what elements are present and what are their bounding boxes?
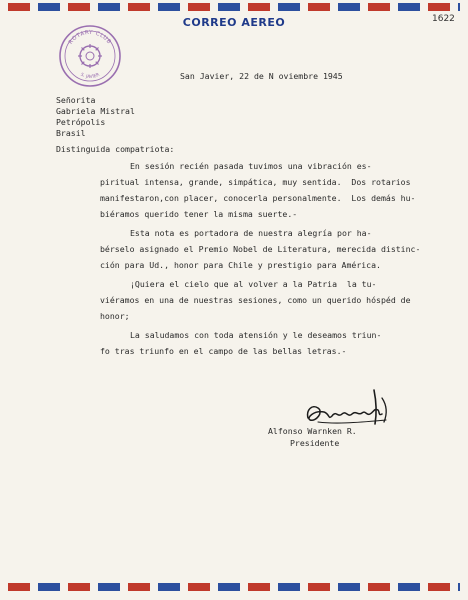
rotary-seal-stamp — [58, 24, 122, 88]
recipient-line: Gabriela Mistral — [56, 106, 135, 116]
seal-bottom-text: S. JAVIER — [79, 72, 101, 81]
archive-number: 1622 — [432, 14, 455, 24]
letterhead-title: CORREO AEREO — [182, 16, 286, 29]
signer-name: Alfonso Warnken R. — [268, 426, 357, 436]
body-line: ción para Ud., honor para Chile y prestigio para América. — [100, 260, 381, 270]
body-line: piritual intensa, grande, simpática, muy sentida. Dos rotarios — [100, 177, 411, 187]
body-line: ¡Quiera el cielo que al volver a la Patria la tu- — [130, 279, 377, 289]
body-line: fo tras triunfo en el campo de las bellas letras.- — [100, 346, 347, 356]
svg-text:ROTARY CLUB — [68, 30, 112, 46]
body-line: Esta nota es portadora de nuestra alegría por ha- — [130, 228, 372, 238]
handwritten-signature — [304, 380, 394, 428]
airmail-border-bottom — [8, 583, 460, 591]
letter-date: San Javier, 22 de N oviembre 1945 — [180, 71, 343, 81]
body-line: bérselo asignado el Premio Nobel de Literatura, merecida distinc- — [100, 244, 421, 254]
body-line: La saludamos con toda atensión y le deseamos triun- — [130, 330, 382, 340]
recipient-line: Señorita — [56, 95, 96, 105]
seal-top-text: ROTARY CLUB — [67, 29, 113, 46]
recipient-line: Petrópolis — [56, 117, 106, 127]
body-line: biéramos querido tener la misma suerte.- — [100, 209, 298, 219]
body-line: viéramos en una de nuestras sesiones, como un querido hóspéd de — [100, 295, 411, 305]
signer-title: Presidente — [290, 438, 340, 448]
airmail-border-top — [8, 3, 460, 11]
recipient-line: Brasil — [56, 128, 86, 138]
body-line: honor; — [100, 311, 130, 321]
salutation: Distinguida compatriota: — [56, 144, 175, 154]
body-line: manifestaron,con placer, conocerla personalmente. Los demás hu- — [100, 193, 416, 203]
body-line: En sesión recién pasada tuvimos una vibración es- — [130, 161, 372, 171]
svg-text:S. JAVIER — [79, 72, 100, 80]
